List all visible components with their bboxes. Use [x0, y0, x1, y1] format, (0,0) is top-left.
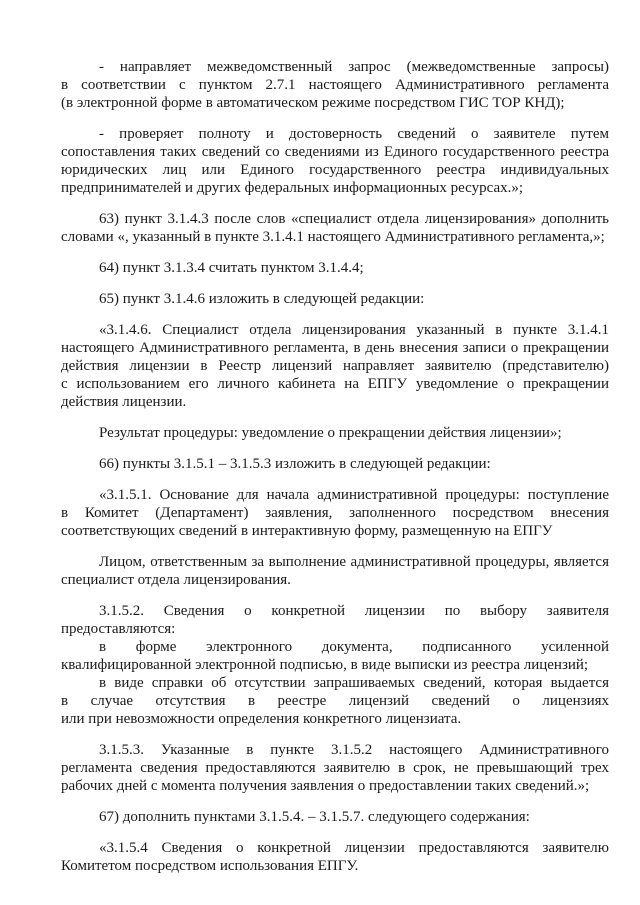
text-line: Лицом, ответственным за выполнение административной процедуры, является [99, 554, 609, 570]
text-line: 65) пункт 3.1.4.6 изложить в следующей редакции: [99, 291, 425, 307]
text-line: с использованием его личного кабинета на ЕПГУ уведомление о прекращении [61, 376, 609, 392]
text-line: - направляет межведомственный запрос (межведомственные запросы) [99, 59, 609, 75]
text-line: 3.1.5.3. Указанные в пункте 3.1.5.2 настоящего Административного [99, 742, 609, 758]
paragraph [61, 259, 609, 277]
text-line: 3.1.5.2. Сведения о конкретной лицензии по выбору заявителя [99, 603, 609, 619]
text-line: регламента сведения предоставляются заявителю в срок, не превышающий трех [61, 760, 609, 776]
paragraph [61, 424, 609, 442]
text-line: словами «, указанный в пункте 3.1.4.1 настоящего Административного регламента,»; [61, 229, 605, 245]
paragraph [61, 808, 609, 826]
text-line: 66) пункты 3.1.5.1 – 3.1.5.3 изложить в следующей редакции: [99, 456, 491, 472]
paragraph [61, 839, 609, 875]
text-line: специалист отдела лицензирования. [61, 572, 291, 588]
paragraph [61, 455, 609, 473]
paragraph [61, 638, 609, 674]
paragraph [61, 602, 609, 638]
text-line: «3.1.5.1. Основание для начала административной процедуры: поступление [99, 487, 609, 503]
paragraph [61, 321, 609, 411]
text-line: рабочих дней с момента получения заявления о предоставлении таких сведений.»; [61, 778, 590, 794]
text-line: 64) пункт 3.1.3.4 считать пунктом 3.1.4.4; [99, 260, 364, 276]
text-line: 63) пункт 3.1.4.3 после слов «специалист отдела лицензирования» дополнить [99, 211, 609, 227]
paragraph [61, 486, 609, 540]
text-line: действия лицензии. [61, 394, 187, 410]
text-line: предпринимателей и других федеральных информационных ресурсах.»; [61, 180, 524, 196]
text-line: сопоставления таких сведений со сведениями из Единого государственного реестра [61, 144, 609, 160]
paragraph [61, 674, 609, 728]
paragraph [61, 210, 609, 246]
text-line: в форме электронного документа, подписанного усиленной [99, 639, 609, 655]
paragraph [61, 125, 609, 197]
text-line: квалифицированной электронной подписью, в виде выписки из реестра лицензий; [61, 657, 589, 673]
paragraph [61, 290, 609, 308]
text-line: в Комитет (Департамент) заявления, заполненного посредством внесения [61, 505, 609, 521]
text-line: «3.1.5.4 Сведения о конкретной лицензии предоставляются заявителю [99, 840, 609, 856]
text-line: 67) дополнить пунктами 3.1.5.4. – 3.1.5.7. следующего содержания: [99, 809, 530, 825]
paragraph [61, 741, 609, 795]
paragraph [61, 58, 609, 112]
text-line: или при невозможности определения конкретного лицензиата. [61, 711, 462, 727]
text-line: юридических лиц или Единого государственного реестра индивидуальных [61, 162, 609, 178]
text-line: в виде справки об отсутствии запрашиваемых сведений, которая выдается [99, 675, 609, 691]
text-line: настоящего Административного регламента, в день внесения записи о прекращении [61, 340, 609, 356]
text-line: (в электронной форме в автоматическом режиме посредством ГИС ТОР КНД); [61, 95, 565, 111]
paragraph [61, 553, 609, 589]
text-line: - проверяет полноту и достоверность сведений о заявителе путем [99, 126, 609, 142]
text-line: в соответствии с пунктом 2.7.1 настоящего Административного регламента [61, 77, 609, 93]
text-line: соответствующих сведений в интерактивную форму, размещенную на ЕПГУ [61, 523, 553, 539]
text-line: «3.1.4.6. Специалист отдела лицензирования указанный в пункте 3.1.4.1 [99, 322, 609, 338]
text-line: предоставляются: [61, 621, 176, 637]
text-line: действия лицензии в Реестр лицензий направляет заявителю (представителю) [61, 358, 609, 374]
text-line: Комитетом посредством использования ЕПГУ. [61, 858, 359, 874]
text-line: Результат процедуры: уведомление о прекращении действия лицензии»; [99, 425, 562, 441]
text-line: в случае отсутствия в реестре лицензий сведений о лицензиях [61, 693, 609, 709]
